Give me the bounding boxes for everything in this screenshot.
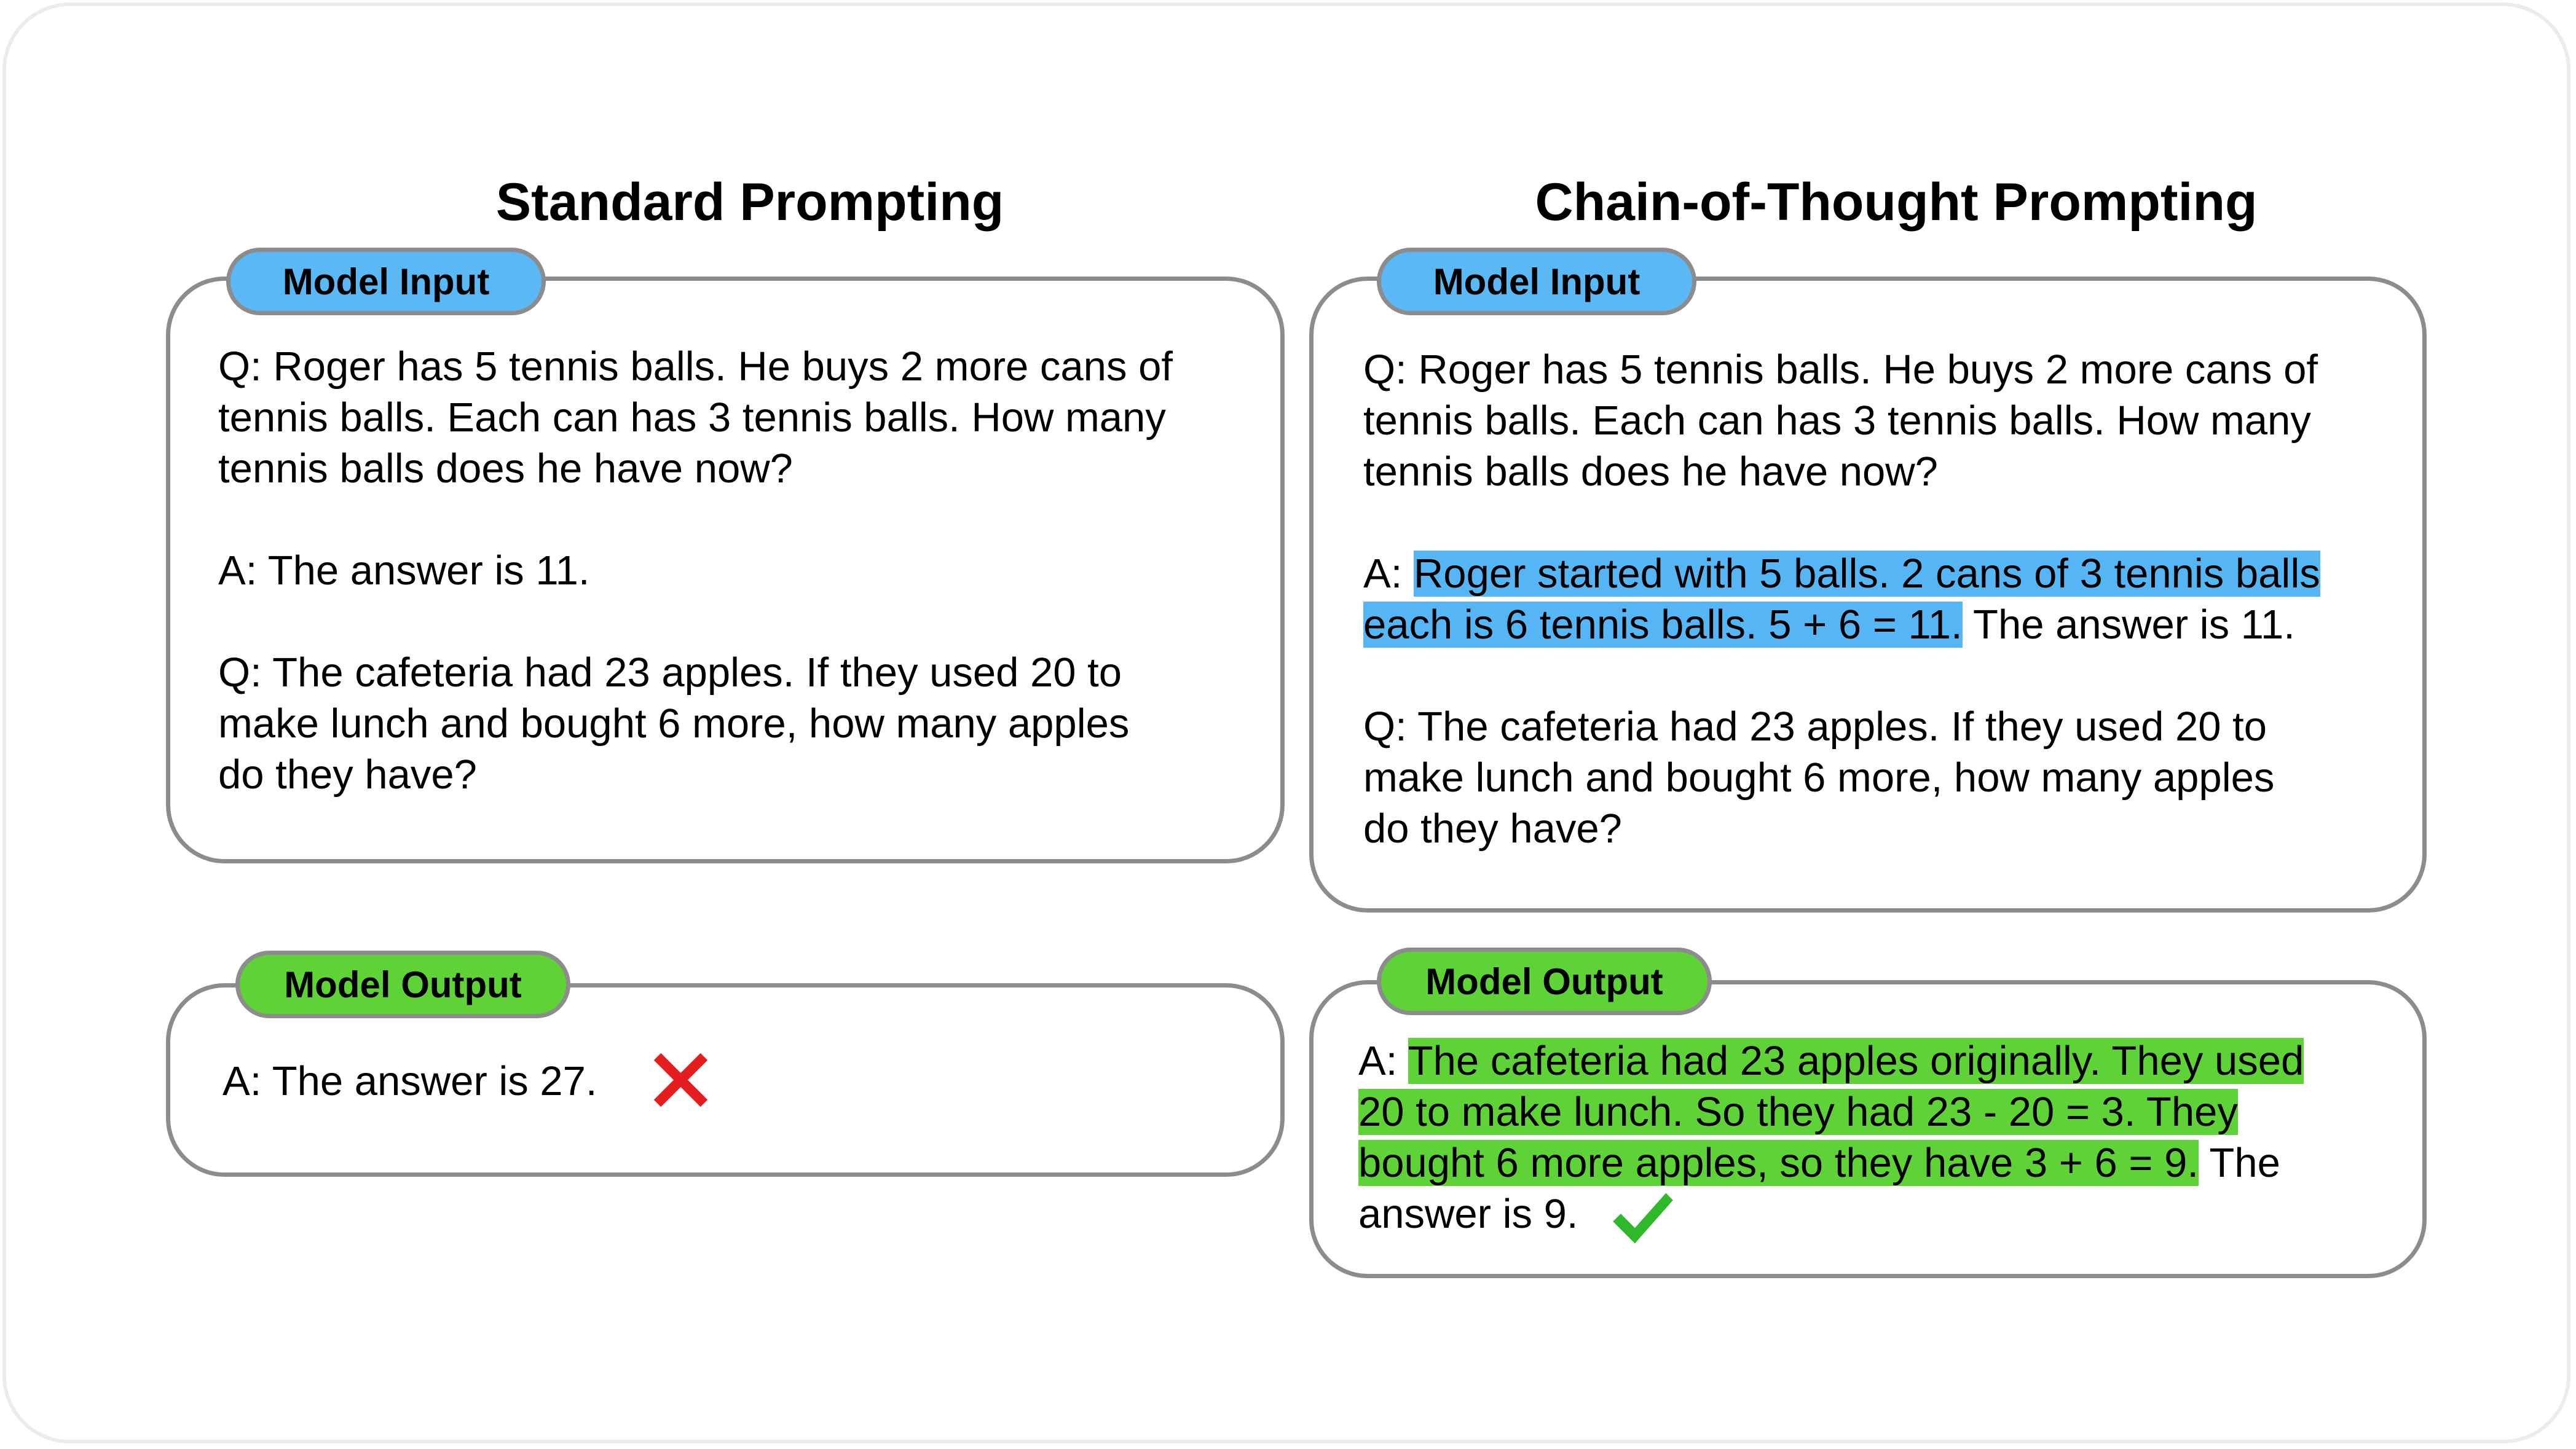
cot-output-prefix: A:: [1358, 1038, 1408, 1084]
cot-output-label: Model Output: [1377, 948, 1712, 1015]
cot-output-reasoning-line-3: bought 6 more apples, so they have 3 + 6 = 9.: [1358, 1140, 2199, 1186]
red-cross-icon: [645, 1045, 716, 1115]
cot-question-1: Q: Roger has 5 tennis balls. He buys 2 more cans of tennis balls. Each can has 3 tennis balls. How many tennis balls does he have now?: [1363, 347, 2318, 495]
standard-output-text: A: The answer is 27.: [223, 1058, 597, 1104]
standard-question-2: Q: The cafeteria had 23 apples. If they used 20 to make lunch and bought 6 more, how many apples do they have?: [218, 650, 1130, 798]
standard-question-1: Q: Roger has 5 tennis balls. He buys 2 more cans of tennis balls. Each can has 3 tennis balls. How many tennis balls does he have now?: [218, 344, 1173, 492]
standard-output-label: Model Output: [235, 951, 570, 1018]
standard-answer-1: A: The answer is 11.: [218, 548, 590, 594]
cot-input-label: Model Input: [1377, 248, 1696, 315]
cot-output-text: [1358, 1035, 2416, 1239]
cot-output-reasoning-line-1: The cafeteria had 23 apples originally. They used: [1408, 1038, 2304, 1084]
standard-input-text: [218, 341, 1263, 800]
cot-input-text: [1363, 344, 2408, 854]
cot-prompting-title: Chain-of-Thought Prompting: [1535, 173, 2258, 232]
cot-output-answer: [1358, 1035, 2416, 1239]
cot-answer-1: [1363, 548, 2408, 650]
cot-output-reasoning-line-2: 20 to make lunch. So they had 23 - 20 = 3. They: [1358, 1089, 2238, 1135]
cot-answer-1-reasoning-line-1: Roger started with 5 balls. 2 cans of 3 tennis balls: [1413, 551, 2320, 597]
cot-question-2: Q: The cafeteria had 23 apples. If they used 20 to make lunch and bought 6 more, how many apples do they have?: [1363, 704, 2275, 852]
standard-prompting-title: Standard Prompting: [495, 173, 1004, 232]
cot-answer-1-suffix: The answer is 11.: [1962, 602, 2295, 648]
cot-answer-1-reasoning-line-2: each is 6 tennis balls. 5 + 6 = 11.: [1363, 602, 1963, 648]
cot-answer-1-prefix: A:: [1363, 551, 1414, 597]
green-check-icon: [1610, 1189, 1675, 1247]
standard-input-label: Model Input: [226, 248, 546, 315]
cot-output-suffix-line-4: answer is 9.: [1358, 1191, 1578, 1237]
cot-output-suffix-line-3: The: [2199, 1140, 2280, 1186]
